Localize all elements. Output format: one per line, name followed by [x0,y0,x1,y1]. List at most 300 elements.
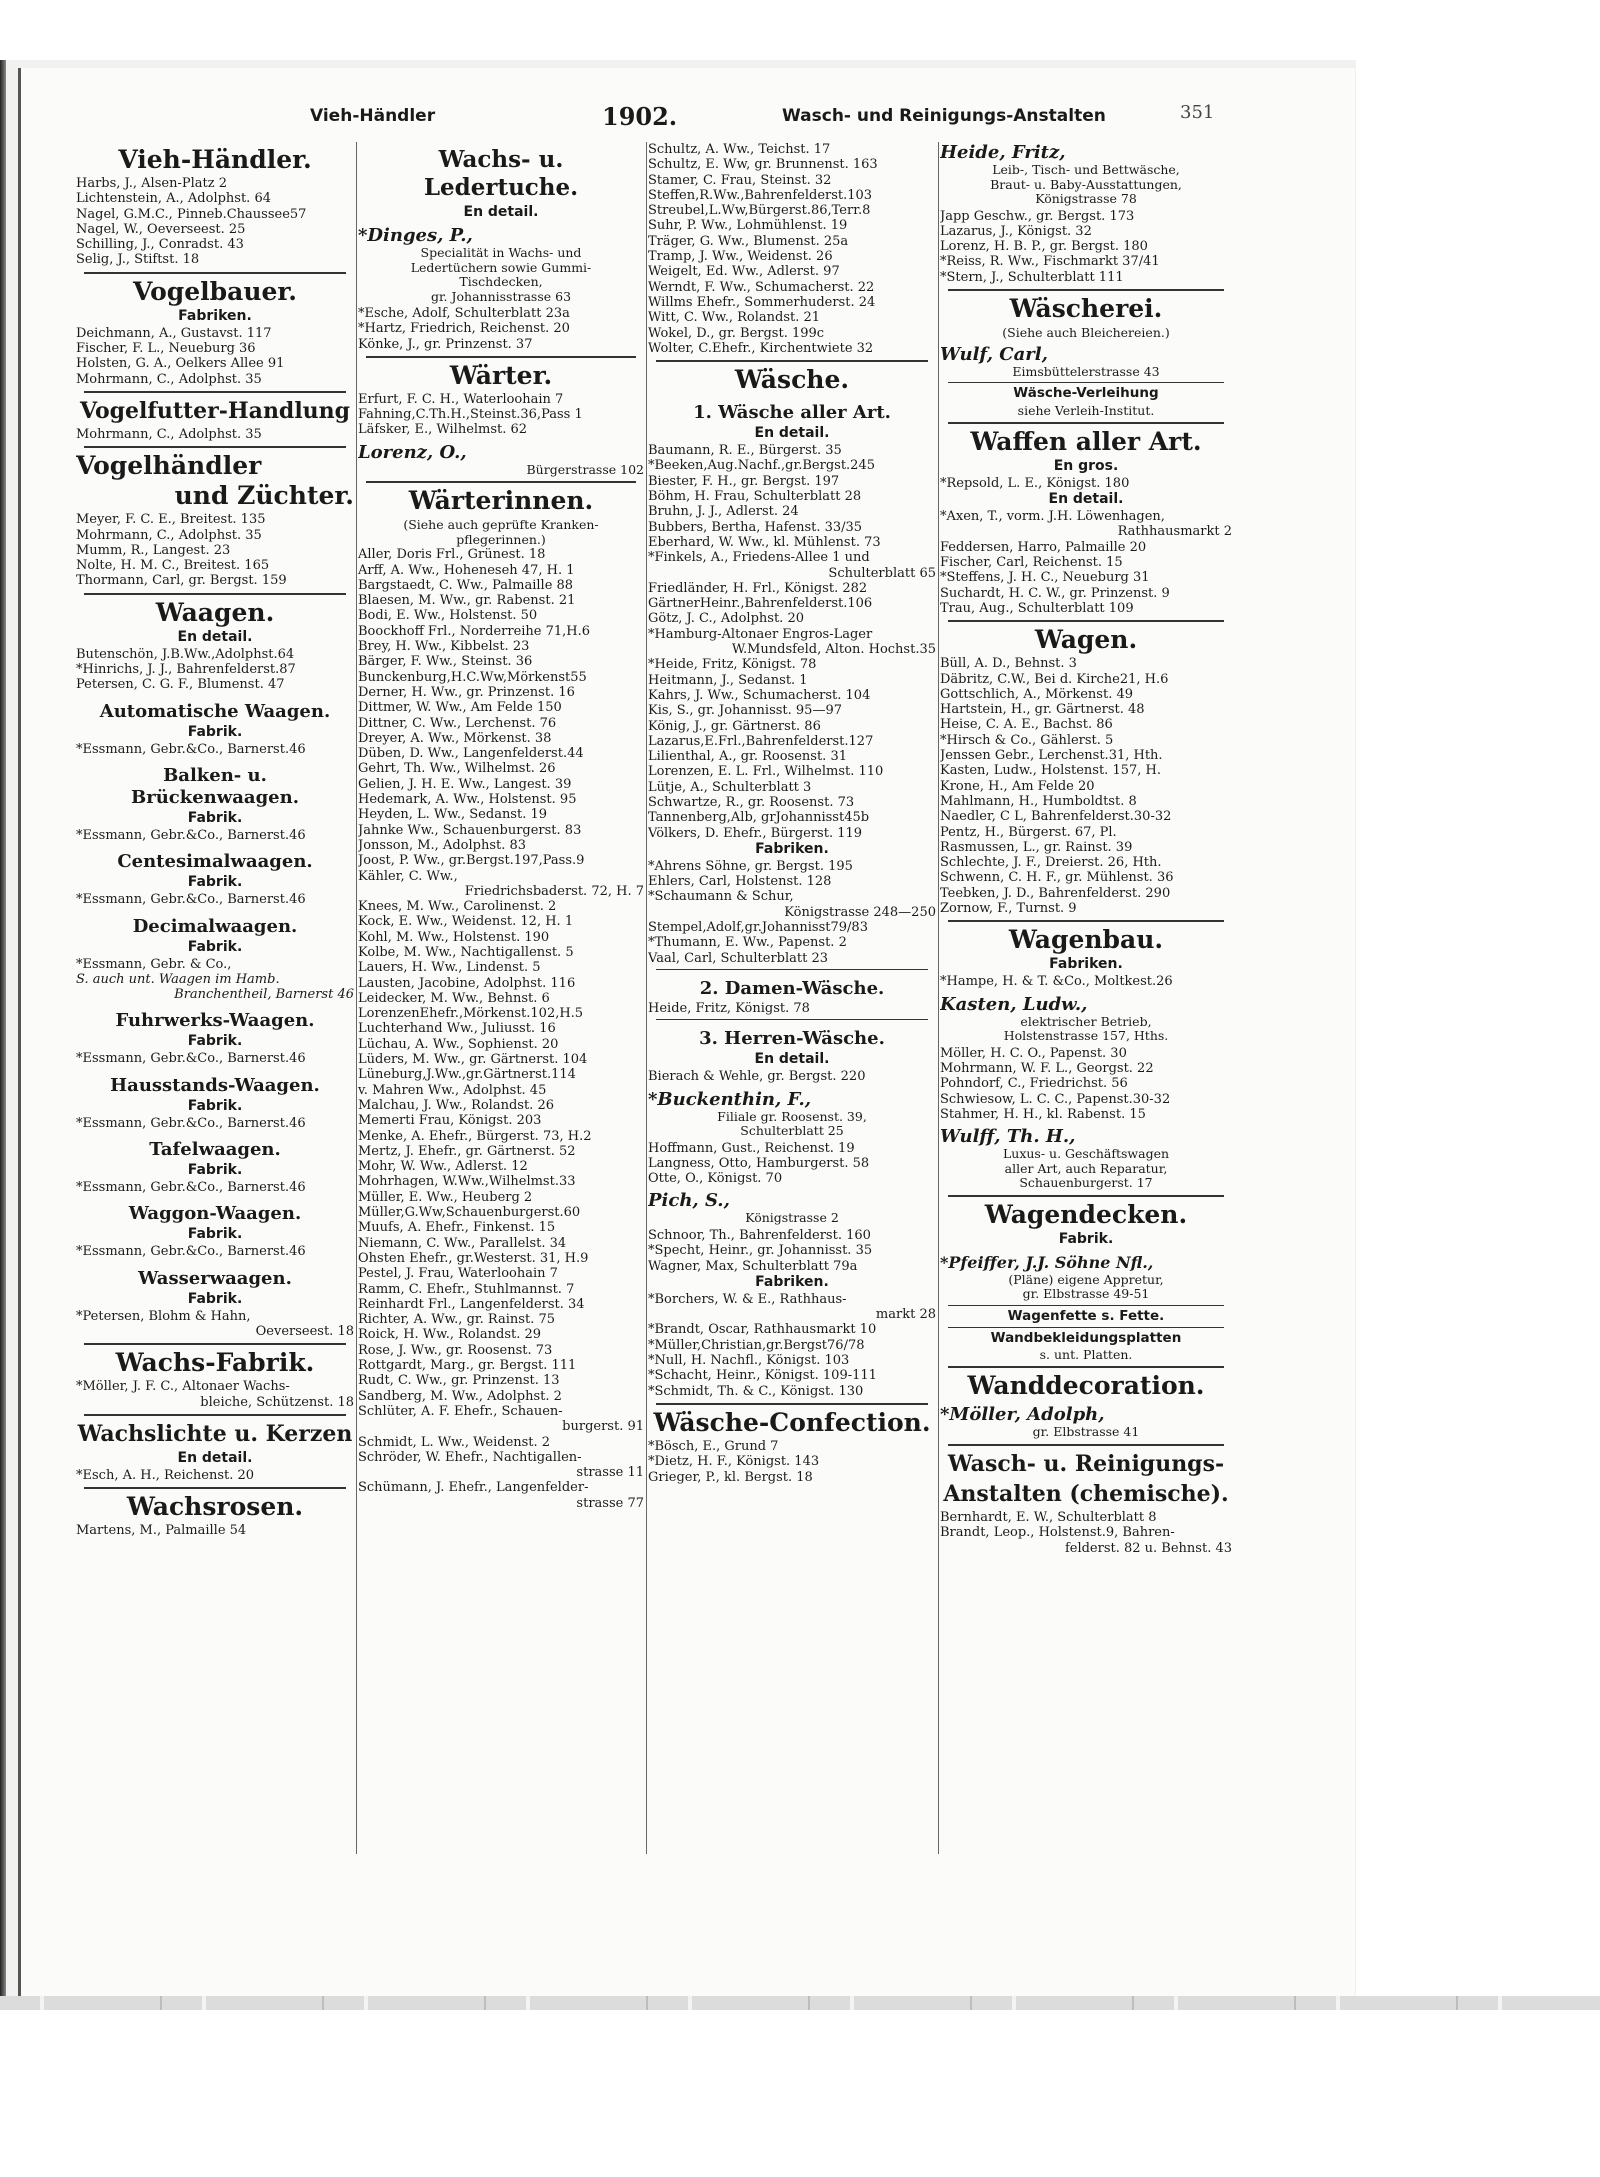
directory-entry: Sandberg, M. Ww., Adolphst. 2 [358,1388,562,1404]
directory-entry: *Essmann, Gebr.&Co., Barnerst.46 [76,1180,306,1196]
directory-entry: Langness, Otto, Hamburgerst. 58 [648,1155,870,1171]
divider [84,1414,346,1416]
directory-entry: Düben, D. Ww., Langenfelderst.44 [358,746,584,762]
directory-entry: Wagner, Max, Schulterblatt 79a [648,1258,858,1274]
ad-line: elektrischer Betrieb, [1020,1013,1152,1029]
header-year: 1902. [602,102,678,131]
entry-list [648,859,936,966]
directory-entry: Bubbers, Bertha, Hafenst. 33/35 [648,519,863,535]
subsection-title: 3. Herren-Wäsche. [699,1028,885,1050]
directory-entry: Kis, S., gr. Johannisst. 95—97 [648,703,842,719]
entry-list [76,1379,354,1410]
divider [366,481,636,483]
directory-entry: felderst. 82 u. Behnst. 43 [1064,1540,1232,1556]
entry-list [76,1523,354,1538]
directory-entry: Jonsson, M., Adolphst. 83 [358,837,527,853]
entry-list [76,176,354,268]
directory-entry: *Dietz, H. F., Königst. 143 [648,1454,820,1470]
directory-entry: Nolte, H. M. C., Breitest. 165 [76,558,270,574]
ad-name: Pich, S., [648,1190,730,1212]
advertisement [358,225,644,304]
section-note: (Siehe auch geprüfte Kranken- [403,517,599,533]
directory-entry: Kolbe, M. Ww., Nachtigallenst. 5 [358,945,574,960]
ad-line: Specialität in Wachs- und [420,245,582,260]
directory-entry: Lüchau, A. Ww., Sophienst. 20 [358,1036,559,1052]
directory-entry: Mohrmann, C., Adolphst. 35 [76,426,262,442]
directory-entry: *Null, H. Nachfl., Königst. 103 [648,1353,850,1369]
directory-entry: Heyden, L. Ww., Sedanst. 19 [358,807,548,823]
directory-entry: *Essmann, Gebr. & Co., [76,956,232,972]
directory-entry: Streubel,L.Ww,Bürgerst.86,Terr.8 [648,203,871,219]
directory-entry: LorenzenEhefr.,Mörkenst.102,H.5 [358,1006,584,1022]
entry-list [76,1051,354,1066]
directory-entry: Martens, M., Palmaille 54 [76,1523,247,1539]
section-title-cont: Anstalten (chemische). [943,1480,1229,1507]
section-subtitle: Fabrik. [187,874,243,891]
ad-line: Bürgerstrasse 102 [526,461,644,477]
directory-entry: Pestel, J. Frau, Waterloohain 7 [358,1266,558,1282]
ad-name: Wulf, Carl, [940,343,1048,365]
directory-entry: Selig, J., Stiftst. 18 [76,252,200,268]
directory-entry: strasse 77 [576,1495,644,1511]
directory-entry: Lüneburg,J.Ww.,gr.Gärtnerst.114 [358,1067,576,1083]
ad-line: gr. Johannisstrasse 63 [430,288,572,304]
divider [84,272,346,274]
divider [948,1444,1224,1446]
cross-ref-title: Wäsche-Verleihung [1013,385,1159,402]
directory-entry: Lüders, M. Ww., gr. Gärtnerst. 104 [358,1052,588,1068]
directory-entry: Mertz, J. Ehefr., gr. Gärtnerst. 52 [358,1143,576,1159]
directory-entry: *Ahrens Söhne, gr. Bergst. 195 [648,858,853,874]
entry-list [358,392,644,438]
directory-entry: Japp Geschw., gr. Bergst. 173 [940,208,1135,224]
directory-entry: *Hinrichs, J. J., Bahrenfelderst.87 [76,662,296,678]
section-title: Vogelfutter-Handlung [79,397,351,424]
ad-line: Eimsbüttelerstrasse 43 [1012,363,1160,379]
directory-entry: *Hamburg-Altonaer Engros-Lager [648,626,873,642]
directory-entry: Mahlmann, H., Humboldtst. 8 [940,793,1137,809]
directory-entry: Krone, H., Am Felde 20 [940,778,1095,794]
divider [656,1019,928,1020]
directory-entry: *Brandt, Oscar, Rathhausmarkt 10 [648,1322,877,1338]
section-subtitle: En detail. [177,628,253,645]
directory-entry: Eberhard, W. Ww., kl. Mühlenst. 73 [648,534,881,550]
divider [948,289,1224,291]
directory-entry: Lauers, H. Ww., Lindenst. 5 [358,960,541,976]
entry-list [940,974,1232,989]
column-rule [356,142,357,1854]
section-title: Automatische Waagen. [99,700,331,722]
entry-list [648,1228,936,1274]
divider [948,1305,1224,1306]
directory-entry: *Heide, Fritz, Königst. 78 [648,657,817,673]
directory-entry: Knees, M. Ww., Carolinenst. 2 [358,899,557,915]
directory-entry: Baumann, R. E., Bürgerst. 35 [648,443,842,459]
cross-ref-title: Wandbekleidungsplatten [990,1330,1182,1346]
directory-entry: *Schmidt, Th. & C., Königst. 130 [648,1383,864,1399]
directory-entry: bleiche, Schützenst. 18 [200,1394,354,1410]
header-right: Wasch- und Reinigungs-Anstalten [782,106,1106,126]
column-rule [938,142,939,1854]
entry-list [76,647,354,693]
directory-entry: Hedemark, A. Ww., Holstenst. 95 [358,792,577,808]
column-3 [648,142,936,1842]
section-title: Decimalwaagen. [132,915,298,937]
subsection-title: 1. Wäsche aller Art. [693,402,891,424]
directory-entry: *Axen, T., vorm. J.H. Löwenhagen, [940,509,1165,525]
ad-line: Luxus- u. Geschäftswagen [1002,1146,1170,1162]
directory-entry: Deichmann, A., Gustavst. 117 [76,325,272,341]
directory-entry: Vaal, Carl, Schulterblatt 23 [648,950,829,966]
ad-line: Königstrasse 78 [1035,191,1137,206]
directory-entry: Teebken, J. D., Bahrenfelderst. 290 [940,885,1171,901]
directory-entry: Derner, H. Ww., gr. Prinzenst. 16 [358,684,575,700]
directory-entry: v. Mahren Ww., Adolphst. 45 [358,1082,547,1098]
directory-entry: Götz, J. C., Adolphst. 20 [648,611,804,627]
directory-entry: Dittner, C. Ww., Lerchenst. 76 [358,715,557,731]
directory-entry: burgerst. 91 [562,1419,644,1435]
directory-entry: Tramp, J. Ww., Weidenst. 26 [648,249,833,265]
ad-lines [358,246,644,304]
directory-entry: Mohr, W. Ww., Adlerst. 12 [358,1159,528,1175]
directory-entry: *Thumann, E. Ww., Papenst. 2 [648,935,847,951]
divider [948,422,1224,424]
directory-entry: Kohl, M. Ww., Holstenst. 190 [358,929,550,945]
directory-entry: Steffen,R.Ww.,Bahrenfelderst.103 [648,187,873,203]
directory-entry: *Reiss, R. Ww., Fischmarkt 37/41 [940,254,1160,270]
directory-entry: *Essmann, Gebr.&Co., Barnerst.46 [76,892,306,908]
entry-list [648,1439,936,1485]
directory-entry: Heise, C. A. E., Bachst. 86 [940,717,1113,733]
section-subtitle: En detail. [463,204,539,220]
section-note: (Siehe auch Bleichereien.) [1002,324,1170,340]
section-title: Wasserwaagen. [138,1267,292,1289]
directory-entry: Schlechte, J. F., Dreierst. 26, Hth. [940,855,1162,871]
entry-list [76,828,354,843]
directory-entry: Kock, E. Ww., Weidenst. 12, H. 1 [358,914,574,930]
ad-lines [940,163,1232,207]
directory-entry: Ehlers, Carl, Holstenst. 128 [648,874,832,890]
directory-entry: Willms Ehefr., Sommerhuderst. 24 [648,294,876,310]
directory-entry: Rudt, C. Ww., gr. Prinzenst. 13 [358,1373,560,1389]
directory-entry: Niemann, C. Ww., Parallelst. 34 [358,1235,567,1251]
directory-entry: Schümann, J. Ehefr., Langenfelder- [358,1480,589,1496]
directory-entry: Kahrs, J. Ww., Schumacherst. 104 [648,687,871,703]
directory-entry: Witt, C. Ww., Rolandst. 21 [648,310,821,326]
directory-entry: Lorenz, H. B. P., gr. Bergst. 180 [940,239,1148,255]
directory-entry: Müller,G.Ww,Schauenburgerst.60 [358,1205,581,1221]
ad-line: Königstrasse 2 [745,1210,839,1226]
directory-entry: Bunckenburg,H.C.Ww,Mörkenst55 [358,669,587,685]
directory-entry: Mohrmann, C., Adolphst. 35 [76,371,262,387]
ad-line: Schauenburgerst. 17 [1019,1175,1153,1191]
directory-entry: Stempel,Adolf,gr.Johannisst79/83 [648,920,868,936]
directory-entry: Kasten, Ludw., Holstenst. 157, H. [940,763,1161,779]
directory-entry: Nagel, W., Oeverseest. 25 [76,221,246,237]
section-title: Waagen. [155,597,275,627]
directory-entry: *Borchers, W. & E., Rathhaus- [648,1291,847,1307]
directory-entry: Memerti Frau, Königst. 203 [358,1113,542,1129]
scan-bottom-strip [0,1996,1600,2010]
entry-list [76,742,354,757]
section-subtitle: Fabrik. [1058,1230,1114,1247]
directory-entry: Brandt, Leop., Holstenst.9, Bahren- [940,1525,1175,1541]
section-title: Wäsche-Confection. [653,1407,931,1437]
directory-entry: Dreyer, A. Ww., Mörkenst. 38 [358,730,552,746]
entry-list [940,1510,1232,1556]
directory-entry: Gottschlich, A., Mörkenst. 49 [940,686,1134,702]
section-subtitle: Fabrik. [187,1097,243,1114]
directory-entry: Rasmussen, L., gr. Rainst. 39 [940,839,1133,855]
entry-list [76,1468,354,1483]
section-title: Wasch- u. Reinigungs- [947,1450,1225,1477]
entry-list [358,306,644,352]
divider [84,391,346,393]
divider [366,356,636,358]
directory-entry: Roick, H. Ww., Rolandst. 29 [358,1327,542,1343]
directory-entry: Lazarus,E.Frl.,Bahrenfelderst.127 [648,733,874,749]
directory-entry: Bärger, F. Ww., Steinst. 36 [358,654,533,670]
directory-entry: Lütje, A., Schulterblatt 3 [648,779,812,795]
directory-entry: Kähler, C. Ww., [358,868,458,884]
running-header [300,104,1180,130]
ad-line: Leib-, Tisch- und Bettwäsche, [992,162,1180,177]
section-title: Wagendecken. [984,1199,1188,1229]
entry-list [76,892,354,907]
ad-name: Wulff, Th. H., [940,1126,1076,1148]
column-2 [358,142,644,1842]
divider [948,1195,1224,1197]
divider [656,969,928,970]
directory-entry: S. auch unt. Waagen im Hamb. [76,971,280,987]
directory-entry: *Essmann, Gebr.&Co., Barnerst.46 [76,741,306,757]
directory-entry: Otte, O., Königst. 70 [648,1171,783,1187]
directory-entry: Aller, Doris Frl., Grünest. 18 [358,547,546,563]
directory-entry: *Beeken,Aug.Nachf.,gr.Bergst.245 [648,458,875,474]
section-title: Vogelbauer. [132,276,297,306]
ad-name: Heide, Fritz, [940,142,1066,163]
directory-entry: *Müller,Christian,gr.Bergst76/78 [648,1337,865,1353]
section-subtitle: En detail. [177,1449,253,1466]
directory-entry: Suchardt, H. C. W., gr. Prinzenst. 9 [940,585,1170,601]
column-4 [940,142,1232,1842]
directory-entry: *Stern, J., Schulterblatt 111 [940,269,1124,285]
directory-entry: *Hartz, Friedrich, Reichenst. 20 [358,321,570,337]
entry-list [648,1292,936,1399]
directory-entry: Mohrmann, C., Adolphst. 35 [76,527,262,543]
directory-entry: Müller, E. Ww., Heuberg 2 [358,1189,533,1205]
section-title: Wagen. [1034,625,1138,655]
directory-entry: Tannenberg,Alb, grJohannisst45b [648,810,870,826]
directory-entry: Stahmer, H. H., kl. Rabenst. 15 [940,1106,1146,1122]
directory-entry: Trau, Aug., Schulterblatt 109 [940,600,1134,616]
directory-entry: Grieger, P., kl. Bergst. 18 [648,1469,813,1485]
directory-entry: *Hampe, H. & T. &Co., Moltkest.26 [940,974,1173,990]
entry-list [76,1180,354,1195]
entry-list [940,1046,1232,1122]
directory-entry: Friedländer, H. Frl., Königst. 282 [648,580,868,596]
directory-entry: strasse 11 [576,1465,644,1481]
directory-entry: Reinhardt Frl., Langenfelderst. 34 [358,1296,585,1312]
cross-ref-note: s. unt. Platten. [1039,1347,1133,1363]
directory-entry: *Essmann, Gebr.&Co., Barnerst.46 [76,1115,306,1131]
directory-entry: Schwiesow, L. C. C., Papenst.30-32 [940,1091,1171,1107]
entry-list [358,547,644,1511]
ad-line: aller Art, auch Reparatur, [1004,1160,1168,1176]
section-subtitle: Fabriken. [755,840,829,857]
directory-entry: Könke, J., gr. Prinzenst. 37 [358,336,533,352]
section-title-cont: und Züchter. [174,481,354,511]
directory-entry: Bruhn, J. J., Adlerst. 24 [648,504,799,520]
section-subtitle: Fabrik. [187,1033,243,1050]
directory-entry: Schröder, W. Ehefr., Nachtigallen- [358,1449,582,1465]
ad-line: (Pläne) eigene Appretur, [1008,1271,1164,1287]
directory-entry: Biester, F. H., gr. Bergst. 197 [648,473,840,489]
directory-entry: Arff, A. Ww., Hoheneseh 47, H. 1 [358,562,575,578]
directory-entry: Gehrt, Th. Ww., Wilhelmst. 26 [358,761,556,777]
directory-entry: Lazarus, J., Königst. 32 [940,223,1092,239]
directory-entry: Ramm, C. Ehefr., Stuhlmannst. 7 [358,1281,575,1297]
entry-list [648,1069,936,1084]
ad-name: *Buckenthin, F., [648,1088,812,1110]
section-title: Wachs-Fabrik. [115,1348,315,1378]
ad-line: Schulterblatt 25 [740,1123,844,1139]
divider [948,620,1224,622]
divider [84,1487,346,1489]
directory-entry: Bargstaedt, C. Ww., Palmaille 88 [358,577,574,593]
directory-entry: Werndt, F. Ww., Schumacherst. 22 [648,279,875,295]
section-title: Wanddecoration. [967,1371,1205,1401]
directory-entry: Völkers, D. Ehefr., Bürgerst. 119 [648,825,863,841]
ad-line: Filiale gr. Roosenst. 39, [717,1108,867,1124]
section-title: Wachsrosen. [126,1492,304,1522]
ad-lines [648,1110,936,1139]
ad-line: Holstenstrasse 157, Hths. [1003,1028,1169,1044]
directory-entry: Pentz, H., Bürgerst. 67, Pl. [940,824,1117,840]
section-title: Wachs- u. Ledertuche. [423,146,579,201]
directory-entry: Mohrmann, W. F. L., Georgst. 22 [940,1060,1154,1076]
directory-entry: Hoffmann, Gust., Reichenst. 19 [648,1140,855,1156]
section-title: Wachslichte u. Kerzen [77,1420,353,1447]
section-subtitle: En detail. [754,1051,830,1068]
directory-entry: Thormann, Carl, gr. Bergst. 159 [76,573,287,589]
directory-entry: Träger, G. Ww., Blumenst. 25a [648,233,849,249]
section-subtitle: Fabrik. [187,723,243,740]
entry-list [940,656,1232,916]
column-1 [76,142,354,1842]
entry-list [648,142,936,356]
directory-entry: Schilling, J., Conradst. 43 [76,237,244,253]
directory-entry: *Steffens, J. H. C., Neueburg 31 [940,570,1150,586]
directory-entry: Jahnke Ww., Schauenburgerst. 83 [358,822,582,838]
entry-list [940,509,1232,616]
directory-entry: *Essmann, Gebr.&Co., Barnerst.46 [76,827,306,843]
section-title: Wäscherei. [1009,293,1163,323]
section-subtitle: Fabriken. [755,1273,829,1290]
ad-name: Kasten, Ludw., [940,993,1088,1015]
ad-lines [940,1147,1232,1191]
directory-entry: Leidecker, M. Ww., Behnst. 6 [358,990,550,1006]
section-title: Wäsche. [734,365,850,395]
entry-list [76,1116,354,1131]
ad-lines [940,1015,1232,1044]
directory-entry: Läfsker, E., Wilhelmst. 62 [358,422,528,438]
directory-entry: *Finkels, A., Friedens-Allee 1 und [648,550,870,566]
directory-entry: Joost, P. Ww., gr.Bergst.197,Pass.9 [358,853,585,869]
header-left: Vieh-Händler [310,106,436,126]
section-subtitle: Fabriken. [178,307,252,324]
directory-entry: *Schacht, Heinr., Königst. 109-111 [648,1368,877,1384]
section-title: Waggon-Waagen. [128,1203,302,1225]
page-number: 351 [1180,102,1215,123]
entry-list [940,476,1232,491]
directory-entry: Dittmer, W. Ww., Am Felde 150 [358,700,562,716]
ad-line: Tischdecken, [459,274,543,289]
section-title: Wagenbau. [1008,925,1164,955]
directory-entry: Lilienthal, A., gr. Roosenst. 31 [648,749,847,765]
directory-entry: *Petersen, Blohm & Hahn, [76,1308,251,1324]
advertisement [358,442,644,478]
directory-entry: Lorenzen, E. L. Frl., Wilhelmst. 110 [648,764,884,780]
section-subtitle: Fabrik. [187,1290,243,1307]
page-edge [0,60,6,2000]
directory-entry: Gelien, J. H. E. Ww., Langest. 39 [358,776,572,792]
entry-list [76,326,354,387]
divider [84,446,346,448]
directory-entry: GärtnerHeinr.,Bahrenfelderst.106 [648,596,873,612]
directory-entry: Butenschön, J.B.Ww.,Adolphst.64 [76,646,295,662]
directory-entry: Feddersen, Harro, Palmaille 20 [940,539,1147,555]
section-title: Wärterinnen. [408,486,594,516]
directory-entry: Suhr, P. Ww., Lohmühlenst. 19 [648,218,848,234]
directory-entry: *Essmann, Gebr.&Co., Barnerst.46 [76,1244,306,1260]
divider [948,382,1224,383]
directory-entry: Hartstein, H., gr. Gärtnerst. 48 [940,702,1145,718]
directory-entry: *Möller, J. F. C., Altonaer Wachs- [76,1379,290,1395]
directory-entry: Holsten, G. A., Oelkers Allee 91 [76,356,285,372]
section-title: Balken- u. Brückenwaagen. [131,764,299,808]
entry-list [648,1001,936,1016]
directory-entry: Büll, A. D., Behnst. 3 [940,656,1077,672]
section-subtitle: Fabrik. [187,809,243,826]
directory-entry: Bernhardt, E. W., Schulterblatt 8 [940,1509,1157,1525]
advertisement [940,344,1232,380]
directory-entry: Wokel, D., gr. Bergst. 199c [648,325,825,341]
directory-entry: Fahning,C.Th.H.,Steinst.36,Pass 1 [358,407,583,423]
divider [656,360,928,362]
section-title: Waffen aller Art. [970,426,1202,456]
directory-entry: Zornow, F., Turnst. 9 [940,901,1077,917]
directory-entry: Fischer, F. L., Neueburg 36 [76,341,256,357]
section-subtitle: Fabrik. [187,938,243,955]
directory-entry: Möller, H. C. O., Papenst. 30 [940,1045,1127,1061]
directory-entry: Weigelt, Ed. Ww., Adlerst. 97 [648,264,840,280]
ad-name: Lorenz, O., [358,441,467,463]
directory-entry: Nagel, G.M.C., Pinneb.Chaussee57 [76,206,307,222]
directory-entry: Jenssen Gebr., Lerchenst.31, Hth. [940,748,1163,764]
directory-entry: Lichtenstein, A., Adolphst. 64 [76,191,271,207]
directory-entry: Heide, Fritz, Königst. 78 [648,1000,810,1016]
directory-entry: Luchterhand Ww., Juliusst. 16 [358,1021,556,1037]
directory-entry: Mohrhagen, W.Ww.,Wilhelmst.33 [358,1174,576,1190]
directory-entry: Meyer, F. C. E., Breitest. 135 [76,512,266,528]
section-title: Wärter. [449,360,553,390]
ad-line: gr. Elbstrasse 49-51 [1022,1286,1150,1302]
directory-entry: Bierach & Wehle, gr. Bergst. 220 [648,1069,866,1085]
directory-entry: Wolter, C.Ehefr., Kirchentwiete 32 [648,340,874,356]
divider [948,1327,1224,1328]
entry-list [76,512,354,588]
